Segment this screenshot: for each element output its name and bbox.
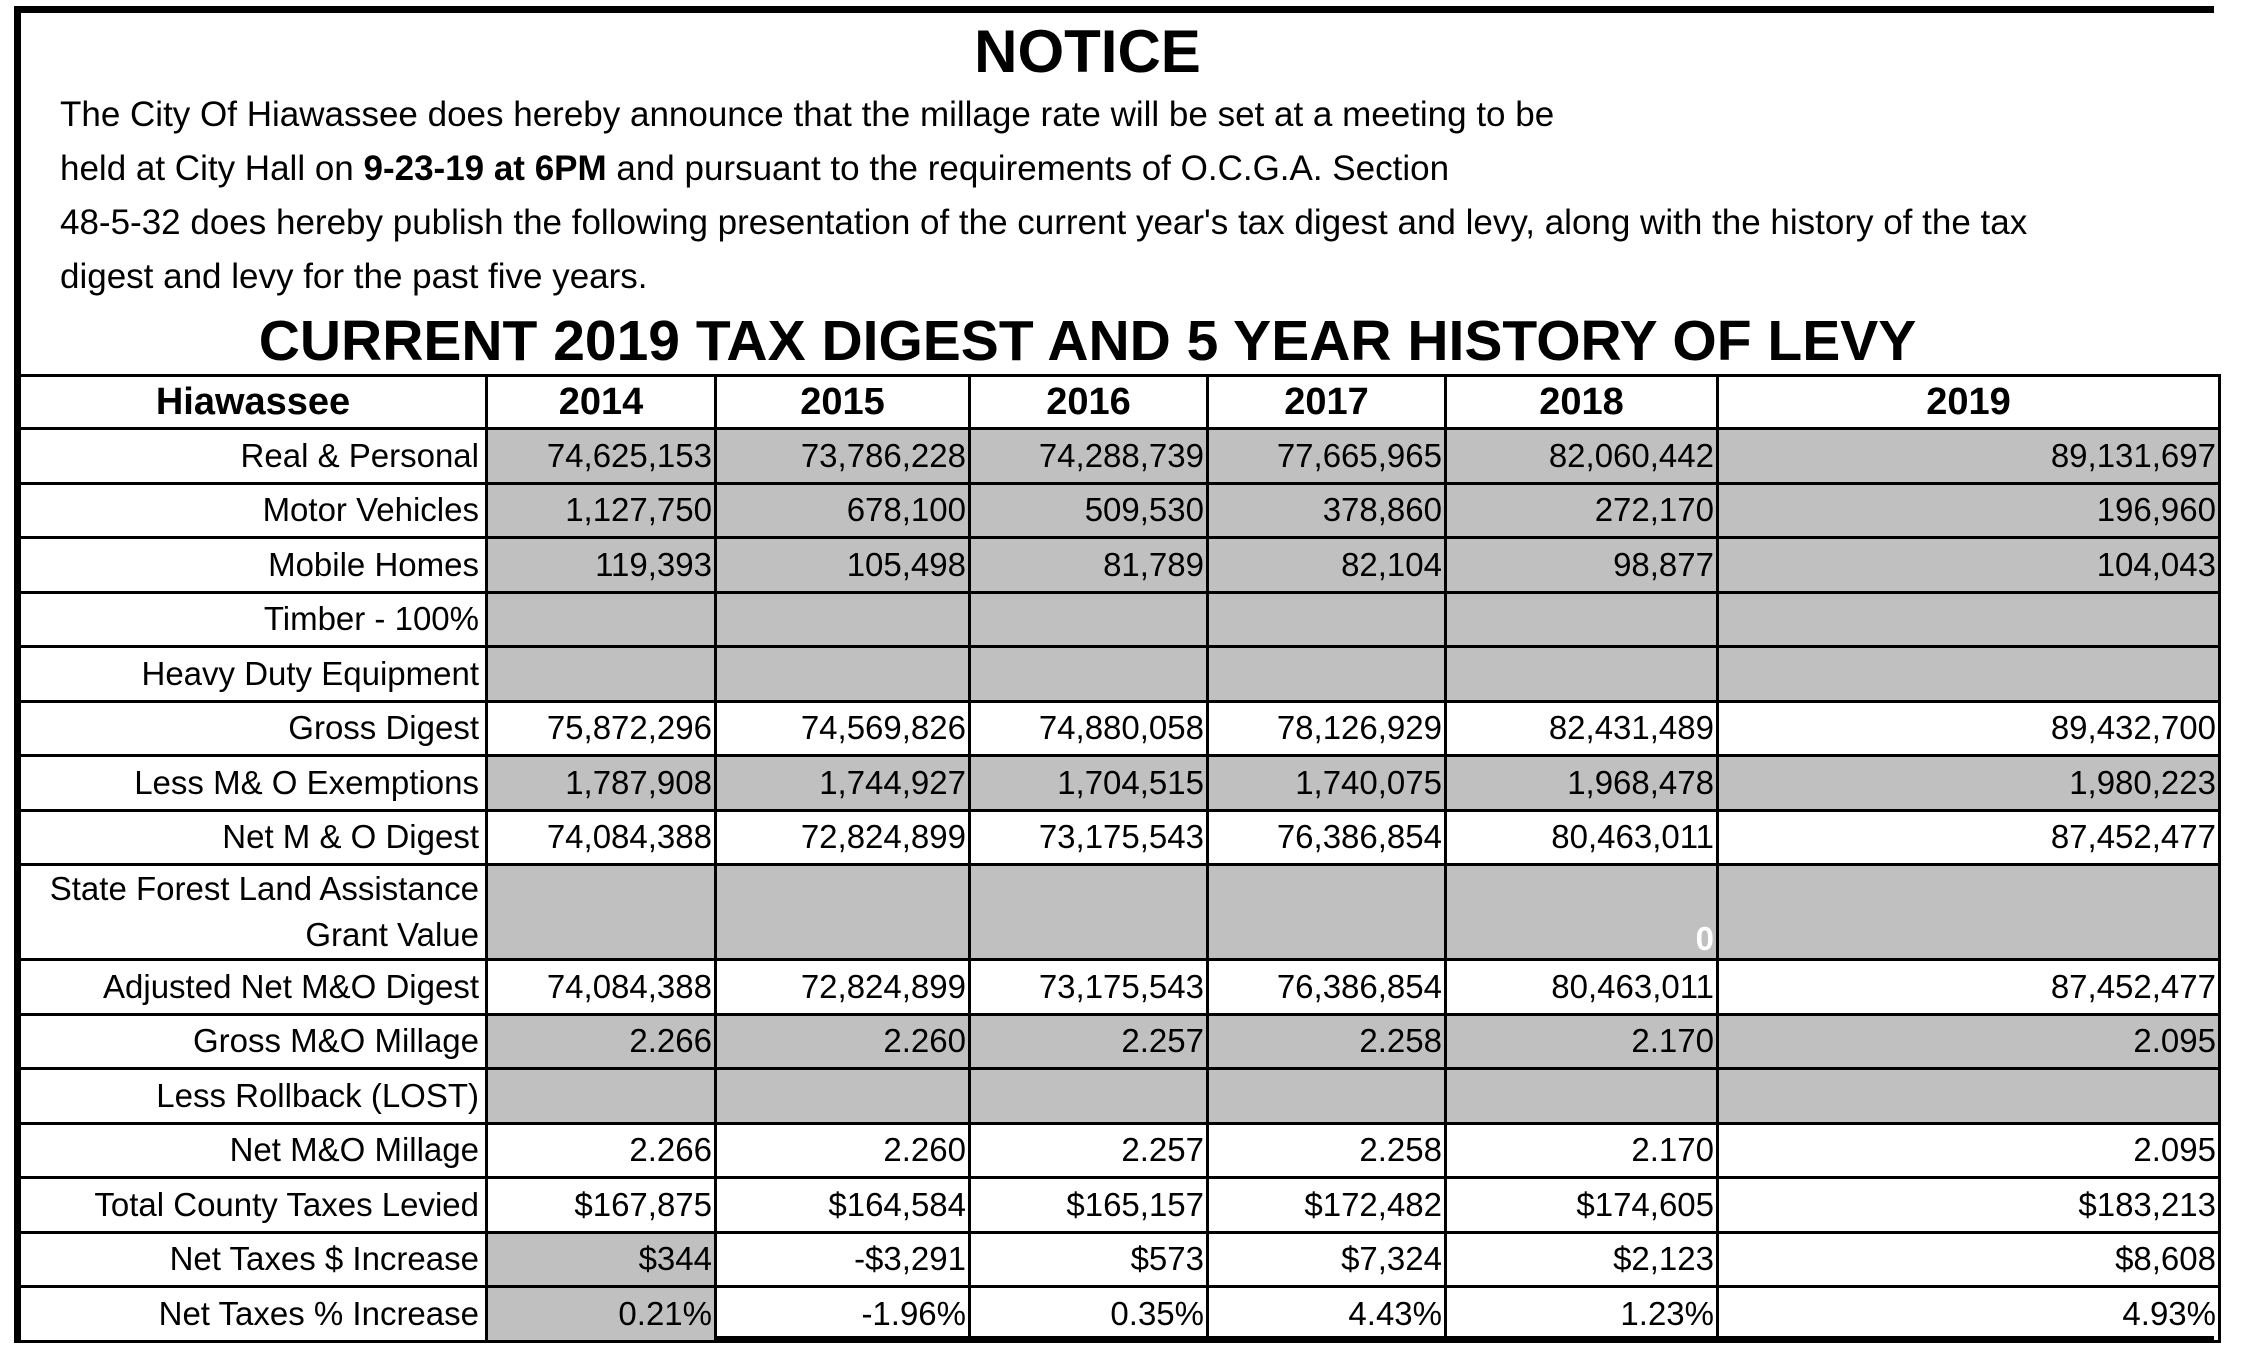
table-row [20, 865, 2220, 960]
value-cell: 80,463,011 [1446, 960, 1718, 1015]
value-cell [716, 1069, 970, 1124]
header-cell: 2019 [1718, 376, 2220, 429]
value-cell: 74,288,739 [970, 429, 1208, 484]
row-label: Net Taxes % Increase [20, 1287, 487, 1342]
value-cell: 76,386,854 [1208, 960, 1446, 1015]
table-row [20, 538, 2220, 593]
row-label: Net Taxes $ Increase [20, 1232, 487, 1287]
value-cell: 1,787,908 [487, 756, 716, 811]
value-cell: $165,157 [970, 1178, 1208, 1233]
row-label: Timber - 100% [20, 592, 487, 647]
value-cell: 72,824,899 [716, 960, 970, 1015]
row-label: Less Rollback (LOST) [20, 1069, 487, 1124]
value-cell [1718, 592, 2220, 647]
value-cell [487, 865, 716, 960]
value-cell: 2.266 [487, 1014, 716, 1069]
value-cell: 1,704,515 [970, 756, 1208, 811]
value-cell: 0 [1446, 865, 1718, 960]
paragraph-line-4: digest and levy for the past five years. [60, 257, 648, 296]
table-row [20, 1014, 2220, 1069]
tax-digest-table [18, 374, 2221, 1343]
value-cell [1446, 647, 1718, 702]
value-cell: 1,740,075 [1208, 756, 1446, 811]
value-cell: $8,608 [1718, 1232, 2220, 1287]
header-cell: 2015 [716, 376, 970, 429]
table-row [20, 483, 2220, 538]
paragraph-line-1: The City Of Hiawassee does hereby announce that the millage rate will be set at a meeting to be [60, 95, 1555, 134]
value-cell: 75,872,296 [487, 701, 716, 756]
paragraph-line-2 [60, 142, 2260, 196]
value-cell: 76,386,854 [1208, 810, 1446, 865]
value-cell: 73,175,543 [970, 810, 1208, 865]
row-label: Heavy Duty Equipment [20, 647, 487, 702]
value-cell: $183,213 [1718, 1178, 2220, 1233]
value-cell: 82,060,442 [1446, 429, 1718, 484]
value-cell: $7,324 [1208, 1232, 1446, 1287]
value-cell: 80,463,011 [1446, 810, 1718, 865]
value-cell [1208, 647, 1446, 702]
notice-title: NOTICE [974, 18, 1201, 85]
value-cell [716, 647, 970, 702]
value-cell [487, 1069, 716, 1124]
value-cell: 2.170 [1446, 1123, 1718, 1178]
value-cell: 1.23% [1446, 1287, 1718, 1342]
table-row [20, 592, 2220, 647]
header-cell: 2014 [487, 376, 716, 429]
value-cell [970, 647, 1208, 702]
value-cell: 74,625,153 [487, 429, 716, 484]
value-cell [1208, 1069, 1446, 1124]
header-cell: 2018 [1446, 376, 1718, 429]
value-cell: 78,126,929 [1208, 701, 1446, 756]
value-cell: 4.93% [1718, 1287, 2220, 1342]
value-cell: 1,744,927 [716, 756, 970, 811]
row-label [20, 865, 487, 960]
table-row [20, 701, 2220, 756]
value-cell: 2.258 [1208, 1123, 1446, 1178]
value-cell: 82,431,489 [1446, 701, 1718, 756]
value-cell: 1,980,223 [1718, 756, 2220, 811]
value-cell: 81,789 [970, 538, 1208, 593]
value-cell: 2.260 [716, 1123, 970, 1178]
value-cell: 89,432,700 [1718, 701, 2220, 756]
header-cell: 2017 [1208, 376, 1446, 429]
value-cell: $174,605 [1446, 1178, 1718, 1233]
table-heading: CURRENT 2019 TAX DIGEST AND 5 YEAR HISTORY OF LEVY [258, 309, 1917, 373]
value-cell: 1,127,750 [487, 483, 716, 538]
value-cell: 272,170 [1446, 483, 1718, 538]
row-label: Gross M&O Millage [20, 1014, 487, 1069]
value-cell: 72,824,899 [716, 810, 970, 865]
value-cell: $164,584 [716, 1178, 970, 1233]
value-cell: -1.96% [716, 1287, 970, 1342]
value-cell: 73,786,228 [716, 429, 970, 484]
value-cell: 4.43% [1208, 1287, 1446, 1342]
table-row [20, 1123, 2220, 1178]
value-cell [1718, 1069, 2220, 1124]
table-row [20, 647, 2220, 702]
notice-paragraph [60, 88, 2260, 304]
value-cell [1446, 1069, 1718, 1124]
value-cell: 74,084,388 [487, 960, 716, 1015]
value-cell: $2,123 [1446, 1232, 1718, 1287]
paragraph-line-2-post: and pursuant to the requirements of O.C.G.A. Section [606, 149, 1450, 188]
value-cell [970, 592, 1208, 647]
value-cell: -$3,291 [716, 1232, 970, 1287]
value-cell: 87,452,477 [1718, 960, 2220, 1015]
table-row [20, 810, 2220, 865]
row-label-line-2: Grant Value [305, 916, 479, 953]
row-label: Total County Taxes Levied [20, 1178, 487, 1233]
value-cell: 2.095 [1718, 1014, 2220, 1069]
value-cell: 89,131,697 [1718, 429, 2220, 484]
table-row [20, 1232, 2220, 1287]
value-cell [1208, 865, 1446, 960]
value-cell: $172,482 [1208, 1178, 1446, 1233]
meeting-date: 9-23-19 at 6PM [363, 149, 607, 188]
paragraph-line-3: 48-5-32 does hereby publish the following presentation of the current year's tax digest and levy, along with the history of the tax [60, 203, 2028, 242]
value-cell: 0.35% [970, 1287, 1208, 1342]
value-cell: 378,860 [1208, 483, 1446, 538]
value-cell: 196,960 [1718, 483, 2220, 538]
header-cell: 2016 [970, 376, 1208, 429]
row-label-line-1: State Forest Land Assistance [49, 870, 479, 907]
value-cell: 119,393 [487, 538, 716, 593]
value-cell: $344 [487, 1232, 716, 1287]
value-cell: 2.095 [1718, 1123, 2220, 1178]
header-row [20, 376, 2220, 429]
row-label: Adjusted Net M&O Digest [20, 960, 487, 1015]
value-cell: 105,498 [716, 538, 970, 593]
table-row [20, 1069, 2220, 1124]
value-cell [1718, 865, 2220, 960]
value-cell [487, 647, 716, 702]
value-cell: 74,880,058 [970, 701, 1208, 756]
value-cell: 2.257 [970, 1123, 1208, 1178]
row-label: Gross Digest [20, 701, 487, 756]
value-cell: 2.258 [1208, 1014, 1446, 1069]
value-cell: 1,968,478 [1446, 756, 1718, 811]
value-cell: 509,530 [970, 483, 1208, 538]
value-cell: 98,877 [1446, 538, 1718, 593]
value-cell [716, 592, 970, 647]
row-label: Net M&O Millage [20, 1123, 487, 1178]
value-cell [1208, 592, 1446, 647]
row-label: Motor Vehicles [20, 483, 487, 538]
value-cell: 678,100 [716, 483, 970, 538]
value-cell [487, 592, 716, 647]
table-row [20, 1287, 2220, 1342]
value-cell: 2.260 [716, 1014, 970, 1069]
value-cell [716, 865, 970, 960]
value-cell [1446, 592, 1718, 647]
value-cell: 74,569,826 [716, 701, 970, 756]
value-cell: 73,175,543 [970, 960, 1208, 1015]
value-cell: 82,104 [1208, 538, 1446, 593]
value-cell: 2.170 [1446, 1014, 1718, 1069]
row-label: Real & Personal [20, 429, 487, 484]
value-cell [1718, 647, 2220, 702]
value-cell [970, 1069, 1208, 1124]
row-label: Less M& O Exemptions [20, 756, 487, 811]
row-label: Net M & O Digest [20, 810, 487, 865]
value-cell: 0.21% [487, 1287, 716, 1342]
value-cell: 74,084,388 [487, 810, 716, 865]
value-cell: $573 [970, 1232, 1208, 1287]
header-cell: Hiawassee [20, 376, 487, 429]
value-cell [970, 865, 1208, 960]
value-cell: 2.257 [970, 1014, 1208, 1069]
value-cell: 77,665,965 [1208, 429, 1446, 484]
value-cell: 87,452,477 [1718, 810, 2220, 865]
value-cell: $167,875 [487, 1178, 716, 1233]
value-cell: 104,043 [1718, 538, 2220, 593]
value-cell: 2.266 [487, 1123, 716, 1178]
table-row [20, 1178, 2220, 1233]
row-label: Mobile Homes [20, 538, 487, 593]
table-row [20, 756, 2220, 811]
table-row [20, 429, 2220, 484]
paragraph-line-2-pre: held at City Hall on [60, 149, 364, 188]
table-row [20, 960, 2220, 1015]
